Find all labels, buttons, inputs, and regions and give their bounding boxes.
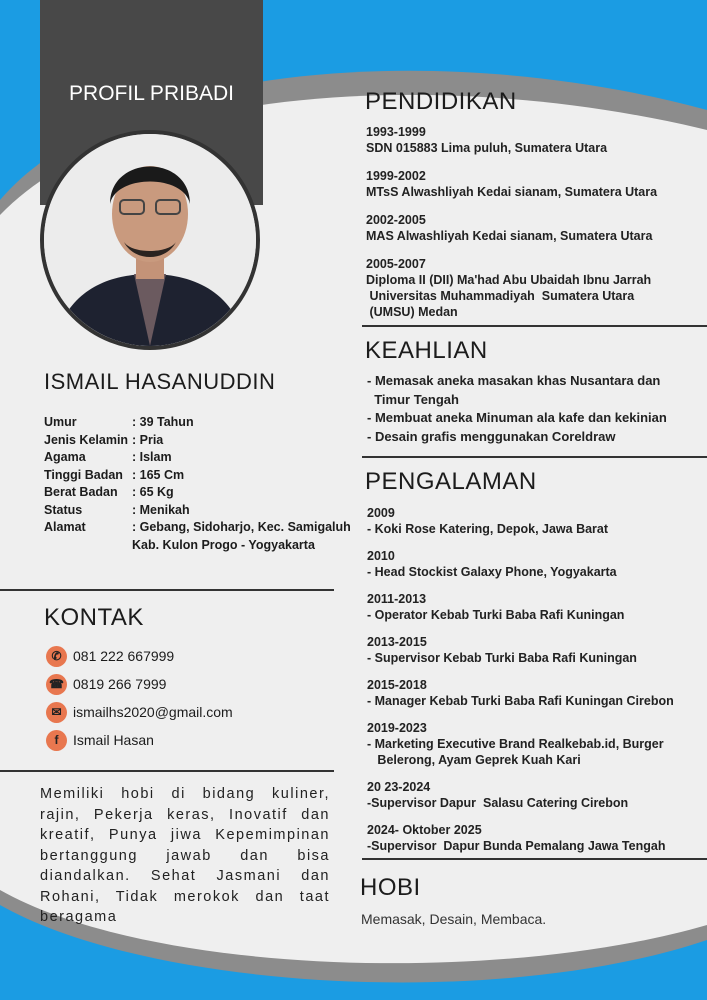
experience-entry <box>367 505 702 537</box>
detail-value: : Menikah <box>132 502 190 517</box>
detail-label: Berat Badan <box>44 485 118 499</box>
hobbies-heading: HOBI <box>360 874 421 901</box>
about-text: Memiliki hobi di bidang kuliner, rajin, Pekerja keras, Inovatif dan kreatif, Punya jiwa Kepemimpinan bertanggung jawab dan bisa diandalkan. Sehat Jasmani dan Rohani, Tidak merokok dan taat beragama <box>40 786 330 925</box>
education-heading: PENDIDIKAN <box>365 88 517 115</box>
detail-row <box>44 502 351 520</box>
skill-item: - Membuat aneka Minuman ala kafe dan kekinian <box>367 410 667 425</box>
contact-item[interactable] <box>46 698 233 726</box>
entry-line: - Head Stockist Galaxy Phone, Yogyakarta <box>367 565 617 579</box>
detail-row <box>44 414 351 432</box>
entry-years: 1999-2002 <box>366 169 426 183</box>
experience-entry <box>367 548 702 580</box>
contact-heading: KONTAK <box>44 604 144 631</box>
contact-text: 081 222 667999 <box>73 648 175 664</box>
detail-label: Alamat <box>44 520 86 534</box>
personal-details <box>44 414 351 554</box>
facebook-icon: f <box>46 730 67 751</box>
entry-line: -Supervisor Dapur Salasu Catering Cirebon <box>367 796 629 810</box>
entry-line: - Supervisor Kebab Turki Baba Rafi Kuningan <box>367 651 637 665</box>
entry-line: (UMSU) Medan <box>366 305 458 319</box>
education-entry <box>366 256 696 320</box>
divider <box>362 858 707 860</box>
entry-years: 2002-2005 <box>366 213 426 227</box>
detail-label: Umur <box>44 415 77 429</box>
entry-line: - Manager Kebab Turki Baba Rafi Kuningan Cirebon <box>367 694 674 708</box>
entry-years: 2019-2023 <box>367 721 427 735</box>
detail-label: Jenis Kelamin <box>44 432 129 447</box>
detail-row <box>44 519 351 554</box>
profile-heading: PROFIL PRIBADI <box>69 82 234 105</box>
profile-photo <box>40 130 260 350</box>
detail-label: Tinggi Badan <box>44 467 123 482</box>
skills-heading: KEAHLIAN <box>365 337 488 364</box>
entry-line: - Marketing Executive Brand Realkebab.id, Burger <box>367 737 664 751</box>
experience-entry <box>367 822 702 854</box>
contact-item[interactable] <box>46 726 233 754</box>
contact-list <box>46 642 233 754</box>
education-entry <box>366 168 696 200</box>
entry-line: -Supervisor Dapur Bunda Pemalang Jawa Tengah <box>367 839 666 853</box>
education-entry <box>366 124 696 156</box>
detail-value: : 165 Cm <box>132 467 185 482</box>
entry-years: 2010 <box>367 549 395 563</box>
skill-item: - Desain grafis menggunakan Coreldraw <box>367 428 616 444</box>
whatsapp-icon: ✆ <box>46 646 67 667</box>
entry-line: Universitas Muhammadiyah Sumatera Utara <box>366 289 635 303</box>
detail-label: Status <box>44 502 83 517</box>
contact-text: Ismail Hasan <box>73 732 154 748</box>
hobbies-text: Memasak, Desain, Membaca. <box>361 911 547 927</box>
contact-text: 0819 266 7999 <box>73 676 167 692</box>
detail-row <box>44 484 351 502</box>
experience-heading: PENGALAMAN <box>365 468 537 495</box>
experience-entry <box>367 720 702 768</box>
entry-line: SDN 015883 Lima puluh, Sumatera Utara <box>366 141 608 155</box>
detail-label: Agama <box>44 450 86 464</box>
phone-icon: ☎ <box>46 674 67 695</box>
detail-value: : 65 Kg <box>132 485 174 499</box>
divider <box>0 589 334 591</box>
education-list <box>366 124 696 332</box>
detail-row <box>44 467 351 485</box>
experience-list <box>367 505 702 865</box>
full-name: ISMAIL HASANUDDIN <box>44 369 276 394</box>
education-entry <box>366 212 696 244</box>
detail-row <box>44 449 351 467</box>
entry-line: - Operator Kebab Turki Baba Rafi Kuningan <box>367 608 625 622</box>
divider <box>362 325 707 327</box>
entry-years: 2013-2015 <box>367 635 427 649</box>
detail-row <box>44 432 351 450</box>
experience-entry <box>367 779 702 811</box>
detail-value: : 39 Tahun <box>132 415 194 429</box>
experience-entry <box>367 634 702 666</box>
entry-years: 2011-2013 <box>367 592 427 606</box>
mail-icon: ✉ <box>46 702 67 723</box>
entry-years: 2009 <box>367 506 395 520</box>
entry-line: - Koki Rose Katering, Depok, Jawa Barat <box>367 522 609 536</box>
experience-entry <box>367 677 702 709</box>
skills-list <box>367 372 702 446</box>
entry-line: MAS Alwashliyah Kedai sianam, Sumatera Utara <box>366 229 653 243</box>
entry-years: 1993-1999 <box>366 125 426 139</box>
entry-line: Diploma II (DII) Ma'had Abu Ubaidah Ibnu Jarrah <box>366 273 652 287</box>
detail-value: : Islam <box>132 450 172 464</box>
divider <box>0 770 334 772</box>
divider <box>362 456 707 458</box>
entry-years: 2015-2018 <box>367 678 427 692</box>
entry-years: 20 23-2024 <box>367 780 431 794</box>
detail-value: : Pria <box>132 432 164 447</box>
entry-years: 2005-2007 <box>366 257 426 271</box>
detail-value: : Gebang, Sidoharjo, Kec. Samigaluh Kab. Kulon Progo - Yogyakarta <box>132 520 351 552</box>
entry-years: 2024- Oktober 2025 <box>367 823 482 837</box>
skill-item: - Memasak aneka masakan khas Nusantara dan <box>367 373 661 388</box>
contact-item[interactable] <box>46 670 233 698</box>
contact-item[interactable] <box>46 642 233 670</box>
contact-text: ismailhs2020@gmail.com <box>73 704 233 720</box>
entry-line: MTsS Alwashliyah Kedai sianam, Sumatera Utara <box>366 185 658 199</box>
experience-entry <box>367 591 702 623</box>
skill-item: Timur Tengah <box>367 391 459 407</box>
entry-line: Belerong, Ayam Geprek Kuah Kari <box>367 753 581 767</box>
